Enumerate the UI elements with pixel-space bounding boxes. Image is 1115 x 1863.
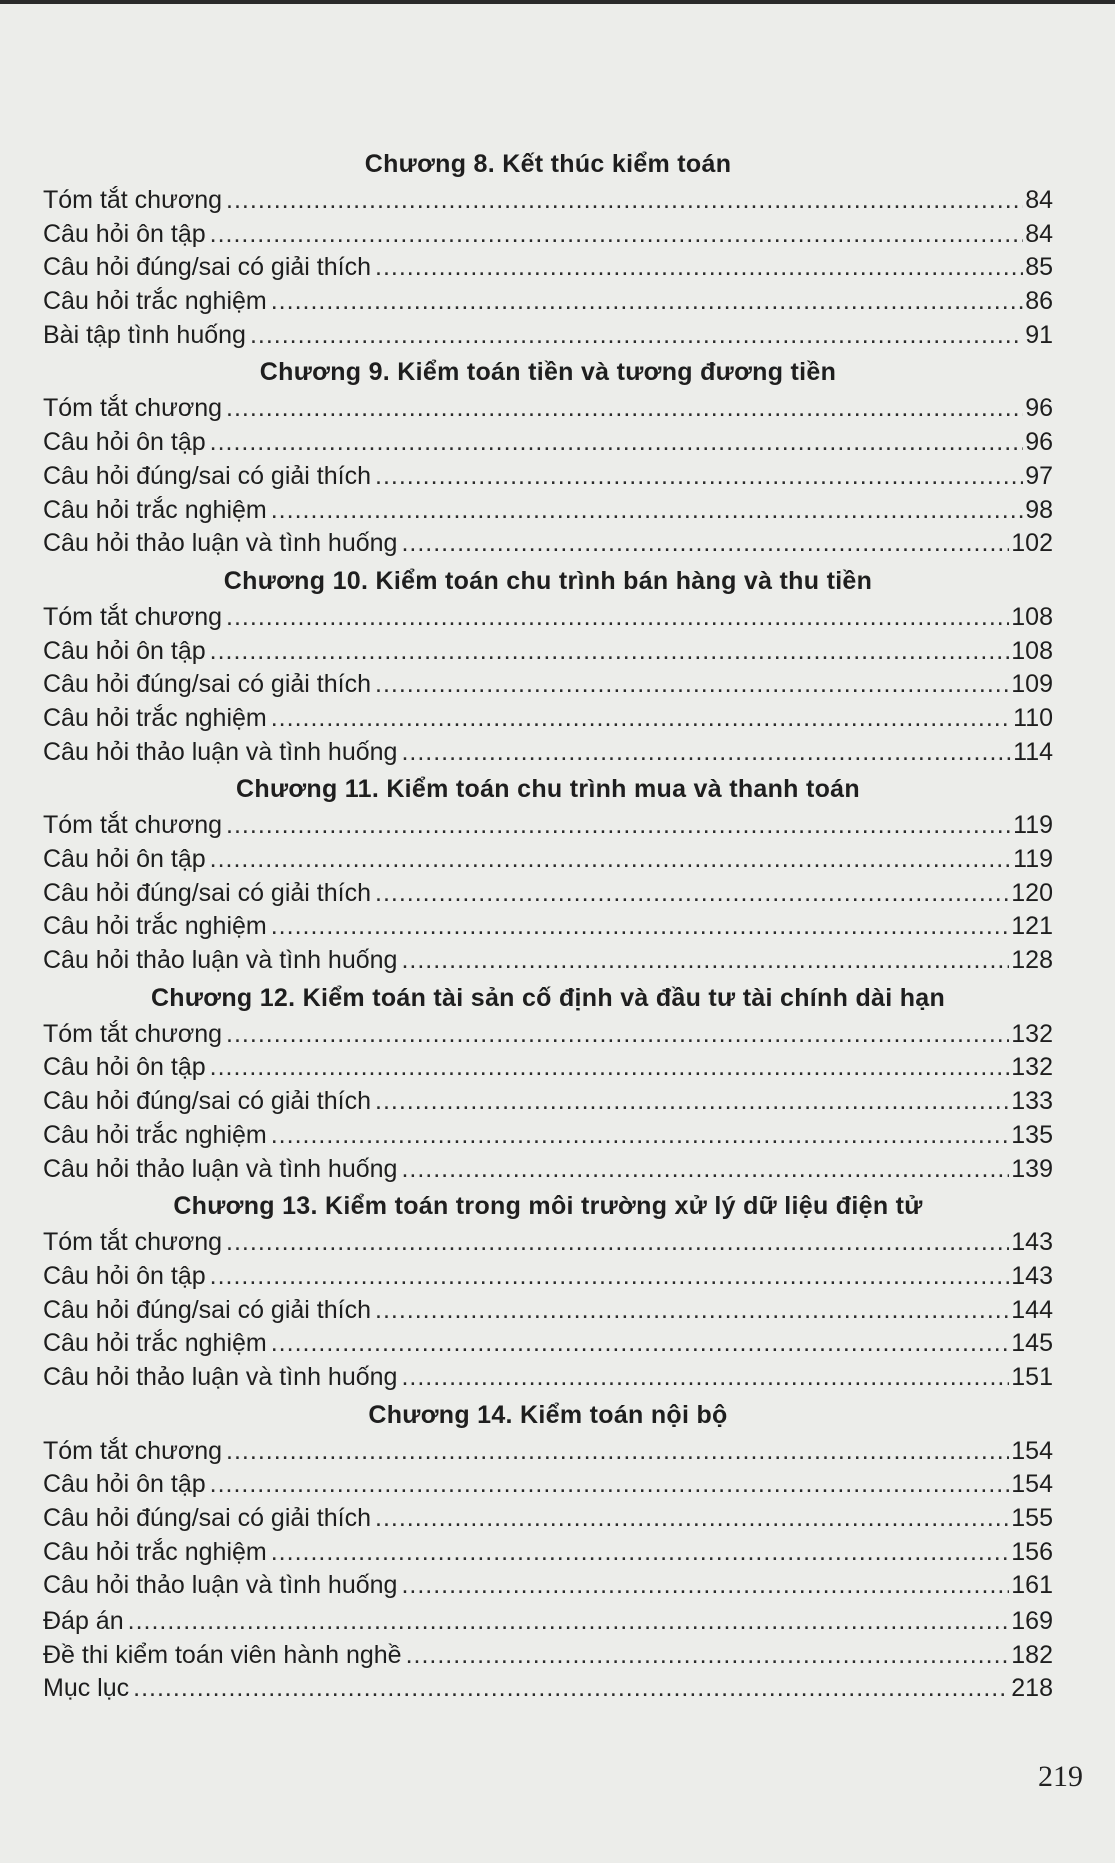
toc-entry-page: 84 [1025,186,1053,214]
toc-entry-label: Câu hỏi đúng/sai có giải thích [43,878,371,907]
dot-leader [375,460,1023,494]
toc-entry-label: Mục lục [43,1674,130,1703]
toc-entry-page: 128 [1011,946,1053,975]
toc-entry-label: Câu hỏi đúng/sai có giải thích [43,670,371,699]
dot-leader [271,285,1023,319]
dot-leader [375,1502,1009,1536]
dot-leader [406,1639,1010,1673]
toc-entry-label: Tóm tắt chương [43,1019,223,1048]
toc-entry-label: Câu hỏi ôn tập [43,1053,206,1082]
toc-entry [43,601,1053,635]
chapter-title: Chương 14. Kiểm toán nội bộ [368,1400,728,1429]
toc-entry-label: Tóm tắt chương [43,811,223,840]
chapter-section [43,1395,1053,1603]
dot-leader [250,319,1023,353]
toc-entry-label: Câu hỏi ôn tập [43,1261,206,1290]
toc-entry-label: Câu hỏi trắc nghiệm [43,1329,267,1358]
toc-entry [43,736,1053,770]
toc-entry-page: 108 [1011,602,1053,631]
dot-leader [401,1361,1009,1395]
toc-entry [43,910,1053,944]
chapter-title: Chương 13. Kiểm toán trong môi trường xử lý dữ liệu điện tử [173,1192,923,1221]
chapter-section [43,561,1053,769]
toc-entry-page: 86 [1025,287,1053,316]
toc-entry [43,285,1053,319]
toc-entry [43,1639,1053,1673]
toc-entry-label: Câu hỏi trắc nghiệm [43,1537,267,1566]
chapter-title: Chương 9. Kiểm toán tiền và tương đương tiền [259,358,837,387]
table-of-contents [43,144,1053,1706]
toc-entry-page: 84 [1025,219,1053,248]
toc-entry-page: 155 [1011,1504,1053,1532]
dot-leader [375,1085,1009,1119]
toc-entry-label: Câu hỏi trắc nghiệm [43,703,267,732]
dot-leader [210,1051,1010,1085]
toc-entry-label: Câu hỏi trắc nghiệm [43,495,267,524]
toc-entry-label: Câu hỏi ôn tập [43,1470,206,1499]
toc-entry [43,1051,1053,1085]
dot-leader [210,218,1024,252]
dot-leader [210,1468,1010,1502]
dot-leader [271,1119,1010,1153]
chapter-title: Chương 12. Kiểm toán tài sản cố định và đầu tư tài chính dài hạn [150,983,946,1012]
toc-entry-page: 144 [1011,1295,1053,1324]
toc-entry [43,668,1053,702]
toc-entry [43,1468,1053,1502]
chapter-section [43,978,1053,1186]
toc-entry-page: 154 [1011,1470,1053,1499]
toc-entry-page: 145 [1011,1329,1053,1358]
toc-entry-label: Câu hỏi thảo luận và tình huống [43,1154,398,1183]
toc-entry-page: 96 [1025,428,1053,457]
toc-entry [43,1226,1053,1260]
toc-entry-page: 102 [1011,529,1053,558]
toc-entry-label: Đáp án [43,1607,124,1636]
dot-leader [226,1435,1009,1469]
chapter-section [43,769,1053,977]
dot-leader [401,1153,1009,1187]
toc-entry [43,184,1053,218]
dot-leader [226,809,1011,843]
toc-entry-page: 156 [1011,1537,1053,1566]
dot-leader [271,910,1010,944]
toc-entry [43,1085,1053,1119]
toc-entry-page: 119 [1013,811,1053,840]
chapter-section [43,144,1053,352]
dot-leader [271,702,1011,736]
toc-entry [43,392,1053,426]
chapter-section [43,1186,1053,1394]
dot-leader [375,1294,1009,1328]
toc-entry-label: Câu hỏi đúng/sai có giải thích [43,461,371,490]
dot-leader [271,1327,1010,1361]
toc-entry-page: 91 [1025,320,1053,349]
toc-entry [43,527,1053,561]
page-top-edge [0,0,1115,4]
toc-entry-page: 97 [1025,461,1053,490]
toc-entry-label: Câu hỏi đúng/sai có giải thích [43,1504,371,1532]
toc-entry-label: Đề thi kiểm toán viên hành nghề [43,1640,402,1669]
toc-entry-page: 154 [1011,1436,1053,1465]
toc-entry-page: 182 [1011,1640,1053,1669]
toc-entry [43,1294,1053,1328]
toc-entry-page: 108 [1011,636,1053,665]
dot-leader [401,736,1011,770]
dot-leader [375,668,1009,702]
dot-leader [271,494,1023,528]
toc-entry-page: 218 [1011,1674,1053,1703]
toc-entry [43,1260,1053,1294]
dot-leader [128,1605,1010,1639]
toc-entry [43,1018,1053,1052]
toc-entry-label: Câu hỏi ôn tập [43,845,206,873]
dot-leader [210,843,1012,877]
toc-entry-label: Câu hỏi ôn tập [43,636,206,665]
toc-entry [43,251,1053,285]
toc-entry-page: 114 [1013,737,1053,766]
chapter-title: Chương 11. Kiểm toán chu trình mua và thanh toán [236,775,860,804]
toc-entry-page: 139 [1011,1154,1053,1183]
toc-entry [43,1153,1053,1187]
toc-entry-label: Câu hỏi thảo luận và tình huống [43,1362,398,1391]
toc-entry-page: 169 [1011,1607,1053,1636]
dot-leader [210,426,1024,460]
toc-entry-page: 133 [1011,1087,1053,1116]
toc-entry-page: 121 [1011,912,1053,941]
dot-leader [226,184,1023,218]
toc-entry-label: Câu hỏi trắc nghiệm [43,287,267,316]
toc-entry-page: 96 [1025,394,1053,423]
dot-leader [401,527,1009,561]
toc-entry [43,1672,1053,1706]
backmatter-section [43,1605,1053,1706]
dot-leader [401,944,1009,978]
toc-entry-label: Bài tập tình huống [43,320,246,349]
dot-leader [226,1018,1009,1052]
chapter-title: Chương 10. Kiểm toán chu trình bán hàng và thu tiền [223,566,873,595]
toc-entry [43,1569,1053,1603]
toc-entry [43,944,1053,978]
toc-entry [43,635,1053,669]
dot-leader [271,1536,1010,1570]
toc-entry-label: Câu hỏi thảo luận và tình huống [43,946,398,975]
toc-entry-page: 109 [1011,670,1053,699]
toc-entry-label: Tóm tắt chương [43,602,223,631]
toc-entry [43,1361,1053,1395]
toc-entry-label: Tóm tắt chương [43,394,223,423]
toc-entry-label: Câu hỏi đúng/sai có giải thích [43,253,371,282]
toc-entry-page: 85 [1025,253,1053,282]
toc-entry-label: Tóm tắt chương [43,186,223,214]
toc-entry [43,702,1053,736]
toc-entry-page: 161 [1011,1571,1053,1600]
dot-leader [226,601,1009,635]
page-number: 219 [1038,1760,1083,1793]
toc-entry [43,1605,1053,1639]
toc-entry-page: 151 [1011,1362,1053,1391]
toc-entry-label: Câu hỏi thảo luận và tình huống [43,529,398,558]
toc-entry-label: Câu hỏi ôn tập [43,219,206,248]
toc-entry-page: 120 [1011,878,1053,907]
dot-leader [401,1569,1009,1603]
toc-entry [43,809,1053,843]
toc-entry-page: 143 [1011,1261,1053,1290]
toc-entry-page: 119 [1013,845,1053,873]
dot-leader [375,251,1023,285]
toc-entry-page: 143 [1011,1228,1053,1257]
toc-entry-page: 135 [1011,1120,1053,1149]
dot-leader [226,392,1023,426]
toc-entry-label: Tóm tắt chương [43,1436,223,1465]
toc-entry [43,319,1053,353]
toc-entry [43,494,1053,528]
toc-entry [43,877,1053,911]
toc-entry [43,218,1053,252]
dot-leader [210,635,1010,669]
dot-leader [210,1260,1010,1294]
toc-entry [43,1119,1053,1153]
toc-entry-label: Câu hỏi trắc nghiệm [43,1120,267,1149]
toc-entry [43,426,1053,460]
toc-entry-label: Câu hỏi thảo luận và tình huống [43,1571,398,1600]
toc-entry [43,1435,1053,1469]
toc-entry-page: 132 [1011,1019,1053,1048]
toc-entry-label: Câu hỏi trắc nghiệm [43,912,267,941]
dot-leader [375,877,1009,911]
toc-entry-page: 132 [1011,1053,1053,1082]
chapter-section [43,352,1053,560]
toc-entry-label: Tóm tắt chương [43,1228,223,1257]
toc-entry [43,1536,1053,1570]
chapter-title: Chương 8. Kết thúc kiểm toán [364,150,732,178]
toc-entry [43,1327,1053,1361]
toc-entry-label: Câu hỏi đúng/sai có giải thích [43,1295,371,1324]
toc-entry [43,843,1053,877]
toc-entry-page: 110 [1013,703,1053,732]
dot-leader [133,1672,1009,1706]
dot-leader [226,1226,1009,1260]
toc-entry [43,1502,1053,1536]
toc-entry-label: Câu hỏi thảo luận và tình huống [43,737,398,766]
toc-entry-label: Câu hỏi đúng/sai có giải thích [43,1087,371,1116]
toc-entry-page: 98 [1025,495,1053,524]
toc-entry [43,460,1053,494]
toc-entry-label: Câu hỏi ôn tập [43,428,206,457]
